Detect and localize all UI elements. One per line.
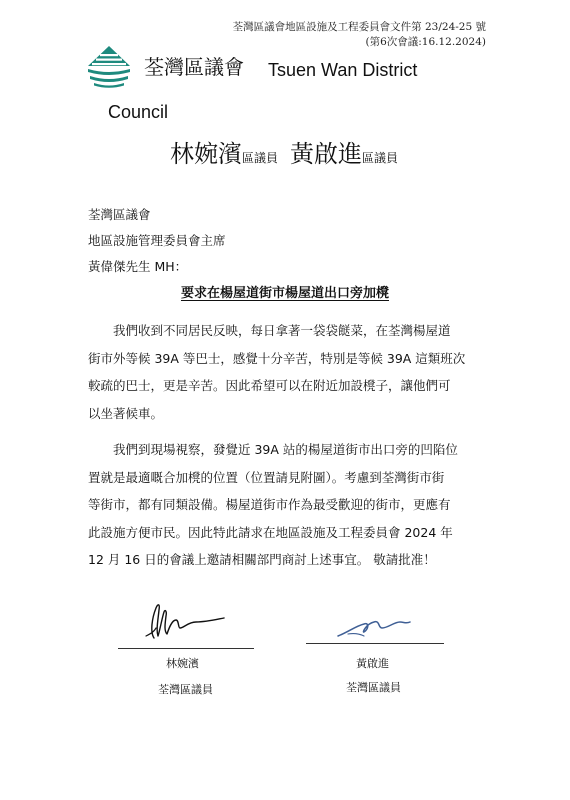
subject-text: 要求在楊屋道街市楊屋道出口旁加櫈: [180, 286, 389, 301]
letter-subject: [0, 284, 570, 304]
council-name-english: Tsuen Wan District: [268, 60, 418, 80]
body-paragraph-2: [88, 436, 488, 574]
signatory-title: 荃灣區議員: [346, 681, 401, 694]
body-paragraph-1: [88, 317, 488, 427]
paragraph-line: 置就是最適嘅合加櫈的位置（位置請見附圖）。考慮到荃灣街市街: [88, 469, 445, 485]
paragraph-line: 我們收到不同居民反映，每日拿著一袋袋餸菜，在荃灣楊屋道: [113, 323, 451, 338]
signatory-name: 林婉濱: [166, 657, 199, 670]
member-title: 區議員: [362, 151, 399, 165]
paragraph-line: 以坐著候車。: [88, 405, 164, 421]
member-name: 黃啟進: [290, 140, 363, 168]
tsuen-wan-council-logo-icon: [86, 44, 132, 90]
signature-lin-icon: [140, 598, 230, 642]
addressee-name: 黃偉傑先生 MH：: [88, 259, 188, 274]
paragraph-line: 較疏的巴士，更是辛苦。因此希望可以在附近加設櫈子，讓他們可: [88, 378, 451, 393]
document-number: 荃灣區議會地區設施及工程委員會文件第 23/24-25 號: [232, 21, 486, 33]
paragraph-line: 我們到現場視察，發覺近 39A 站的楊屋道街市出口旁的凹陷位: [113, 442, 458, 457]
paragraph-line: 12 月 16 日的會議上邀請相關部門商討上述事宜。 敬請批准！: [88, 552, 436, 567]
addressee-organisation: 荃灣區議會: [88, 207, 151, 222]
signature-line-1: [118, 648, 254, 649]
council-name-chinese: 荃灣區議會: [144, 55, 244, 79]
member-title: 區議員: [242, 151, 279, 165]
paragraph-line: 等街市，都有同類設備。楊屋道街市作為最受歡迎的街市，更應有: [88, 497, 451, 512]
paragraph-line: 街市外等候 39A 等巴士，感覺十分辛苦，特別是等候 39A 這類班次: [88, 350, 466, 366]
signatory-name: 黃啟進: [356, 657, 389, 670]
member-name: 林婉濱: [170, 140, 242, 168]
council-name-english-continued: Council: [108, 102, 169, 122]
signature-line-2: [306, 643, 444, 644]
meeting-info: (第6次會議:16.12.2024): [365, 36, 486, 48]
signature-wong-icon: [334, 614, 414, 640]
addressee-committee: 地區設施管理委員會主席: [88, 233, 226, 248]
member-names: [170, 138, 398, 170]
paragraph-line: 此設施方便市民。因此特此請求在地區設施及工程委員會 2024 年: [88, 524, 453, 540]
document-reference: [233, 20, 486, 50]
signatory-title: 荃灣區議員: [158, 683, 213, 696]
